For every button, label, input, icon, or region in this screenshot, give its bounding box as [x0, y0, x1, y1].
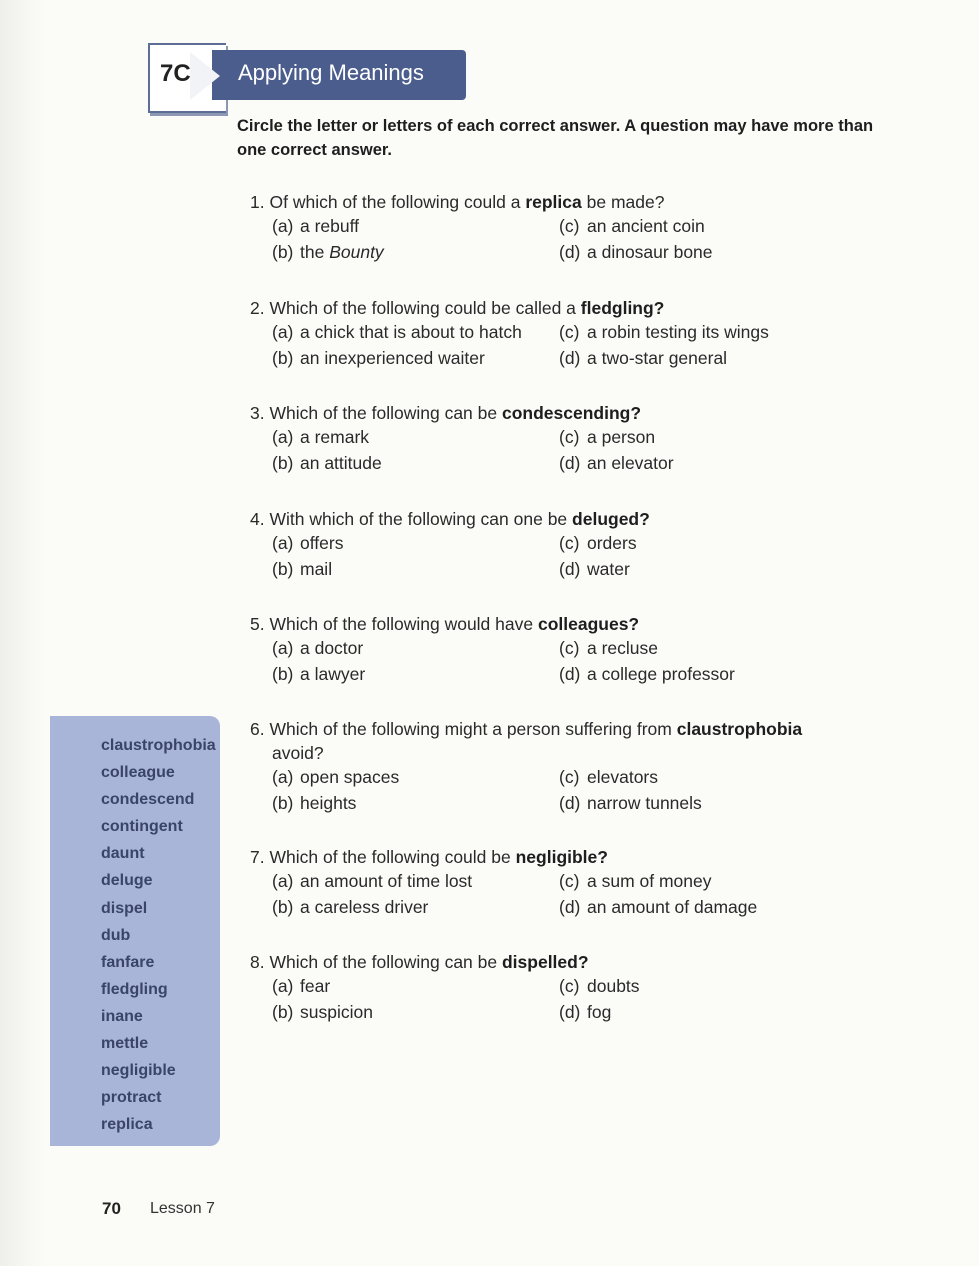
option-a[interactable]: (a) open spaces	[272, 767, 400, 787]
page-edge-shadow	[0, 0, 48, 1266]
option-d[interactable]: (d) an elevator	[559, 453, 674, 473]
question-7	[250, 845, 850, 921]
word-list-item: replica	[101, 1116, 153, 1134]
answer-options	[272, 765, 850, 817]
option-c[interactable]: (c) a sum of money	[559, 871, 712, 891]
question-stem: 7. Which of the following could be negligible?	[250, 847, 608, 867]
word-list-item: fledgling	[101, 980, 168, 998]
option-b[interactable]: (b) a careless driver	[272, 897, 429, 917]
option-a[interactable]: (a) fear	[272, 976, 331, 996]
badge-chevron-icon	[190, 52, 220, 100]
option-b[interactable]: (b) suspicion	[272, 1002, 373, 1022]
option-d[interactable]: (d) narrow tunnels	[559, 793, 702, 813]
answer-options	[272, 214, 850, 266]
option-d[interactable]: (d) an amount of damage	[559, 897, 758, 917]
option-d[interactable]: (d) water	[559, 559, 630, 579]
answer-options	[272, 974, 850, 1026]
option-a[interactable]: (a) an amount of time lost	[272, 871, 473, 891]
option-c[interactable]: (c) a person	[559, 427, 656, 447]
question-stem: 3. Which of the following can be condescending?	[250, 403, 642, 423]
option-c[interactable]: (c) elevators	[559, 767, 659, 787]
section-number: 7C	[160, 60, 191, 87]
answer-options	[272, 869, 850, 921]
option-a[interactable]: (a) a rebuff	[272, 216, 360, 236]
option-c[interactable]: (c) orders	[559, 533, 637, 553]
vocab-term: negligible?	[515, 847, 608, 867]
word-list-item: deluge	[101, 872, 153, 890]
option-c[interactable]: (c) an ancient coin	[559, 216, 705, 236]
vocab-term: deluged?	[572, 509, 650, 529]
option-a[interactable]: (a) a doctor	[272, 638, 364, 658]
word-list-item: inane	[101, 1007, 143, 1025]
word-list-item: colleague	[101, 764, 175, 782]
vocab-term: claustrophobia	[676, 719, 803, 739]
section-title: Applying Meanings	[238, 60, 424, 85]
vocab-term: colleagues?	[537, 614, 640, 634]
question-4	[250, 507, 850, 583]
question-1	[250, 190, 850, 266]
word-list-item: negligible	[101, 1062, 176, 1080]
lesson-label: Lesson 7	[150, 1200, 215, 1217]
option-a[interactable]: (a) offers	[272, 533, 344, 553]
option-d[interactable]: (d) a two-star general	[559, 348, 728, 368]
question-stem: 8. Which of the following can be dispelled?	[250, 952, 589, 972]
question-2	[250, 296, 850, 372]
question-5	[250, 612, 850, 688]
option-c[interactable]: (c) a robin testing its wings	[559, 322, 769, 342]
vocab-term: replica	[525, 192, 582, 212]
question-stem-continued: avoid?	[272, 743, 324, 763]
option-b[interactable]: (b) a lawyer	[272, 664, 366, 684]
question-stem: 2. Which of the following could be called a fledgling?	[250, 298, 665, 318]
instructions: Circle the letter or letters of each correct answer. A question may have more than one correct answer.	[237, 117, 874, 159]
word-list-item: dispel	[101, 899, 148, 917]
option-a[interactable]: (a) a chick that is about to hatch	[272, 322, 522, 342]
word-list-item: fanfare	[101, 953, 155, 971]
answer-options	[272, 425, 850, 477]
word-list-item: contingent	[101, 818, 183, 836]
question-stem: 5. Which of the following would have colleagues?	[250, 614, 640, 634]
question-stem: 6. Which of the following might a person suffering from claustrophobia	[250, 719, 803, 739]
option-b[interactable]: (b) mail	[272, 559, 333, 579]
word-list-sidebar	[50, 716, 220, 1146]
question-8	[250, 950, 850, 1026]
word-list	[101, 732, 216, 1138]
question-3	[250, 401, 850, 477]
vocab-term: condescending?	[501, 403, 642, 423]
vocab-term: fledgling?	[580, 298, 665, 318]
option-c[interactable]: (c) doubts	[559, 976, 640, 996]
option-b[interactable]: (b) an inexperienced waiter	[272, 348, 485, 368]
option-d[interactable]: (d) fog	[559, 1002, 612, 1022]
option-a[interactable]: (a) a remark	[272, 427, 370, 447]
word-list-item: protract	[101, 1089, 162, 1107]
option-b[interactable]: (b) the Bounty	[272, 242, 384, 262]
option-c[interactable]: (c) a recluse	[559, 638, 659, 658]
option-d[interactable]: (d) a dinosaur bone	[559, 242, 713, 262]
page-number: 70	[102, 1199, 121, 1218]
question-stem: 4. With which of the following can one be deluged?	[250, 509, 650, 529]
vocab-term: dispelled?	[501, 952, 589, 972]
option-b[interactable]: (b) an attitude	[272, 453, 382, 473]
word-list-item: daunt	[101, 845, 145, 863]
question-stem: 1. Of which of the following could a replica be made?	[250, 192, 665, 212]
word-list-item: condescend	[101, 791, 195, 809]
word-list-item: mettle	[101, 1035, 149, 1053]
option-d[interactable]: (d) a college professor	[559, 664, 735, 684]
question-6	[250, 717, 850, 817]
option-b[interactable]: (b) heights	[272, 793, 357, 813]
answer-options	[272, 320, 850, 372]
answer-options	[272, 636, 850, 688]
word-list-item: dub	[101, 926, 131, 944]
answer-options	[272, 531, 850, 583]
word-list-item: claustrophobia	[101, 737, 216, 754]
